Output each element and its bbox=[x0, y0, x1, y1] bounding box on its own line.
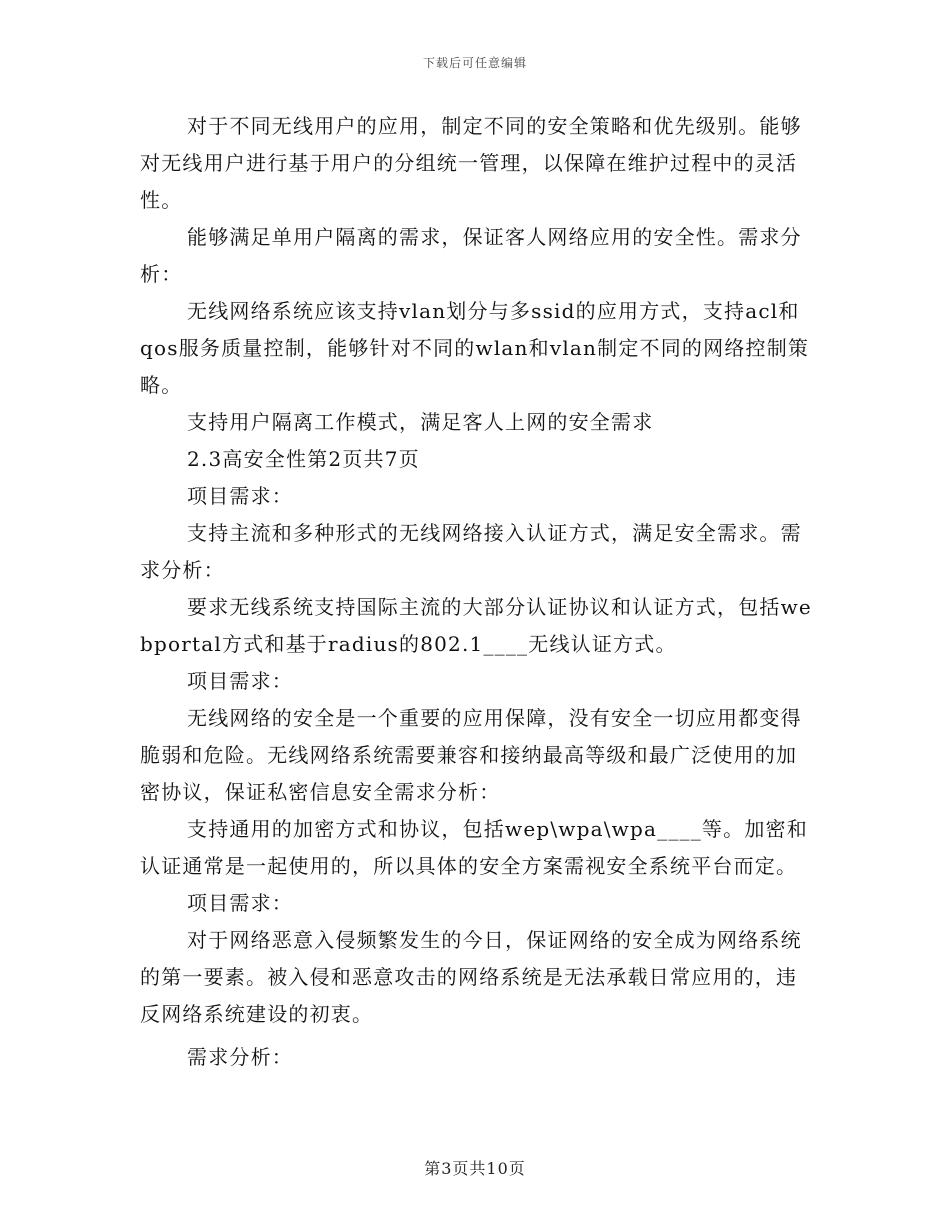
section-heading: 2.3高安全性第2页共7页 bbox=[187, 447, 420, 471]
paragraph: 项目需求： bbox=[187, 891, 293, 915]
paragraph: 要求无线系统支持国际主流的大部分认证协议和认证方式，包括webportal方式和基于radius的802.1____无线认证方式。 bbox=[140, 595, 812, 656]
paragraph: 需求分析： bbox=[187, 1045, 293, 1069]
paragraph: 无线网络系统应该支持vlan划分与多ssid的应用方式，支持acl和qos服务质量控制，能够针对不同的wlan和vlan制定不同的网络控制策略。 bbox=[140, 299, 810, 397]
paragraph: 对于不同无线用户的应用，制定不同的安全策略和优先级别。能够对无线用户进行基于用户的分组统一管理，以保障在维护过程中的灵活性。 bbox=[140, 114, 802, 212]
paragraph: 支持通用的加密方式和协议，包括wep\wpa\wpa____等。加密和认证通常是一起使用的，所以具体的安全方案需视安全系统平台而定。 bbox=[140, 817, 808, 878]
paragraph: 项目需求： bbox=[187, 484, 293, 508]
paragraph: 项目需求： bbox=[187, 669, 293, 693]
page-number-footer: 第3页共10页 bbox=[424, 1159, 526, 1178]
document-body bbox=[140, 108, 812, 1076]
page-header: 下载后可任意编辑 bbox=[422, 56, 527, 70]
paragraph: 能够满足单用户隔离的需求，保证客人网络应用的安全性。需求分析： bbox=[140, 225, 802, 286]
paragraph: 无线网络的安全是一个重要的应用保障，没有安全一切应用都变得脆弱和危险。无线网络系统需要兼容和接纳最高等级和最广泛使用的加密协议，保证私密信息安全需求分析： bbox=[140, 706, 802, 804]
paragraph: 支持用户隔离工作模式，满足客人上网的安全需求 bbox=[187, 410, 654, 434]
paragraph: 支持主流和多种形式的无线网络接入认证方式，满足安全需求。需求分析： bbox=[140, 521, 802, 582]
paragraph: 对于网络恶意入侵频繁发生的今日，保证网络的安全成为网络系统的第一要素。被入侵和恶意攻击的网络系统是无法承载日常应用的，违反网络系统建设的初衷。 bbox=[140, 928, 802, 1026]
